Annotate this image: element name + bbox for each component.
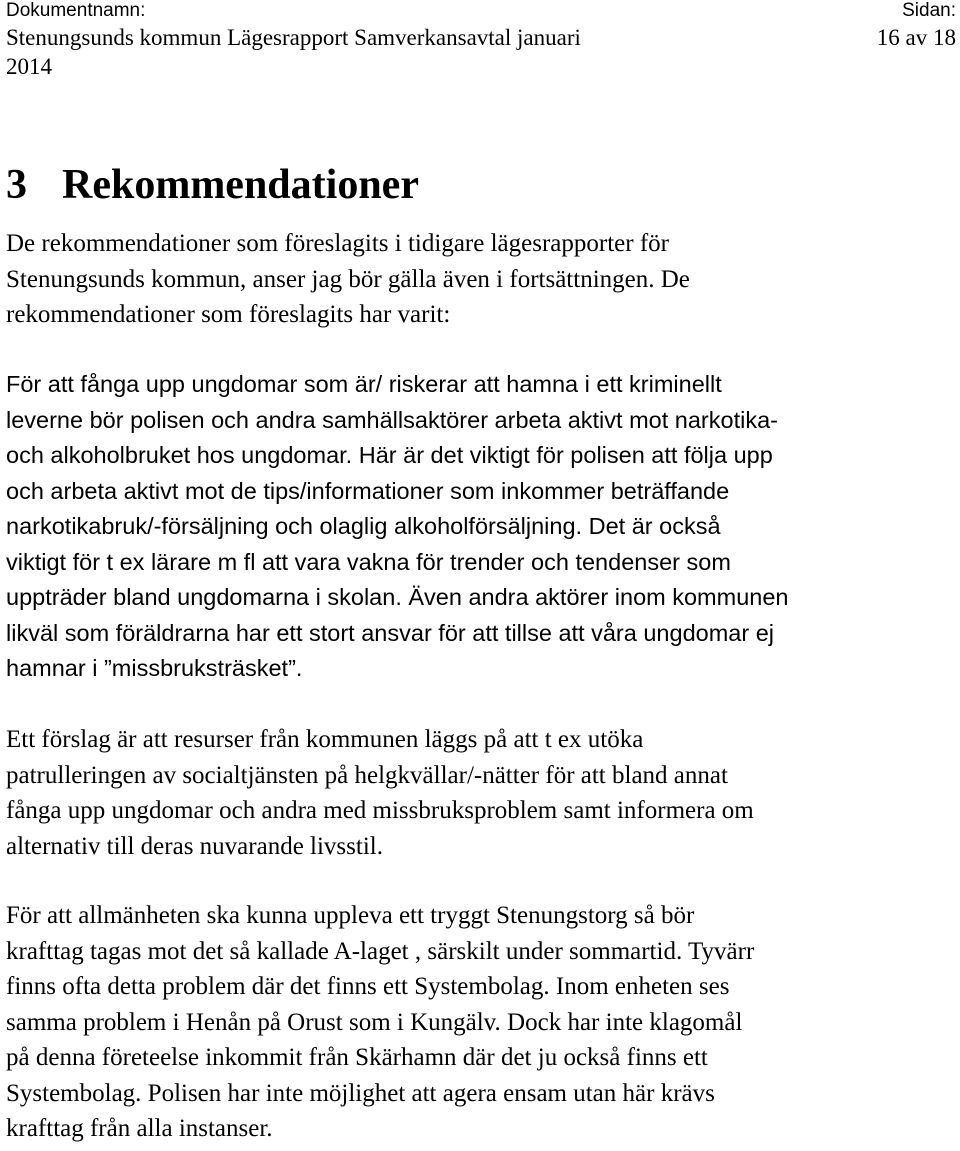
page-number: 16 av 18 bbox=[876, 25, 956, 50]
section-title: Rekommendationer bbox=[62, 162, 419, 208]
text-line: viktigt för t ex lärare m fl att vara vakna för trender och tendenser som bbox=[6, 548, 731, 575]
text-line: och alkoholbruket hos ungdomar. Här är det viktigt för polisen att följa upp bbox=[6, 442, 773, 468]
text-line: samma problem i Henån på Orust som i Kungälv. Dock har inte klagomål bbox=[6, 1008, 743, 1036]
page-header bbox=[6, 0, 956, 84]
text-line: likväl som föräldrarna har ett stort ansvar för att tillse att våra ungdomar ej bbox=[6, 619, 774, 646]
text-line: Systembolag. Polisen har inte möjlighet att agera ensam utan här krävs bbox=[6, 1079, 715, 1107]
text-line: hamnar i ”missbruksträsket”. bbox=[6, 655, 303, 681]
document-name-label: Dokumentnamn: bbox=[6, 0, 146, 21]
text-line: finns ofta detta problem där det finns ett Systembolag. Inom enheten ses bbox=[6, 973, 730, 1000]
paragraph-stenungstorg bbox=[6, 898, 956, 1147]
section-heading bbox=[6, 158, 419, 212]
document-title-line: 2014 bbox=[6, 54, 52, 79]
text-line: på denna företeelse inkommit från Skärhamn där det ju också finns ett bbox=[6, 1044, 708, 1071]
section-number: 3 bbox=[6, 162, 27, 208]
text-line: Stenungsunds kommun, anser jag bör gälla även i fortsättningen. De bbox=[6, 265, 690, 293]
text-line: patrulleringen av socialtjänsten på helgkvällar/-nätter för att bland annat bbox=[6, 761, 728, 789]
text-line: uppträder bland ungdomarna i skolan. Även andra aktörer inom kommunen bbox=[6, 584, 789, 610]
text-line: För att fånga upp ungdomar som är/ riskerar att hamna i ett kriminellt bbox=[6, 371, 722, 397]
text-line: fånga upp ungdomar och andra med missbruksproblem samt informera om bbox=[6, 797, 754, 824]
text-line: och arbeta aktivt mot de tips/informationer som inkommer beträffande bbox=[6, 477, 730, 504]
document-title-line: Stenungsunds kommun Lägesrapport Samverkansavtal januari bbox=[6, 25, 581, 50]
text-line: alternativ till deras nuvarande livsstil. bbox=[6, 832, 383, 860]
text-line: De rekommendationer som föreslagits i tidigare lägesrapporter för bbox=[6, 230, 669, 257]
paragraph-recommendation bbox=[6, 367, 956, 687]
text-line: leverne bör polisen och andra samhällsaktörer arbeta aktivt mot narkotika- bbox=[6, 406, 778, 433]
text-line: Ett förslag är att resurser från kommunen läggs på att t ex utöka bbox=[6, 726, 644, 753]
paragraph-intro bbox=[6, 226, 956, 333]
text-line: För att allmänheten ska kunna uppleva ett tryggt Stenungstorg så bör bbox=[6, 902, 695, 929]
text-line: krafttag tagas mot det så kallade A-laget , särskilt under sommartid. Tyvärr bbox=[6, 937, 755, 965]
text-line: narkotikabruk/-försäljning och olaglig alkoholförsäljning. Det är också bbox=[6, 513, 721, 539]
text-line: krafttag från alla instanser. bbox=[6, 1115, 273, 1142]
page-label: Sidan: bbox=[902, 0, 956, 21]
paragraph-proposal bbox=[6, 722, 956, 864]
text-line: rekommendationer som föreslagits har varit: bbox=[6, 301, 451, 328]
document-title bbox=[6, 23, 706, 81]
